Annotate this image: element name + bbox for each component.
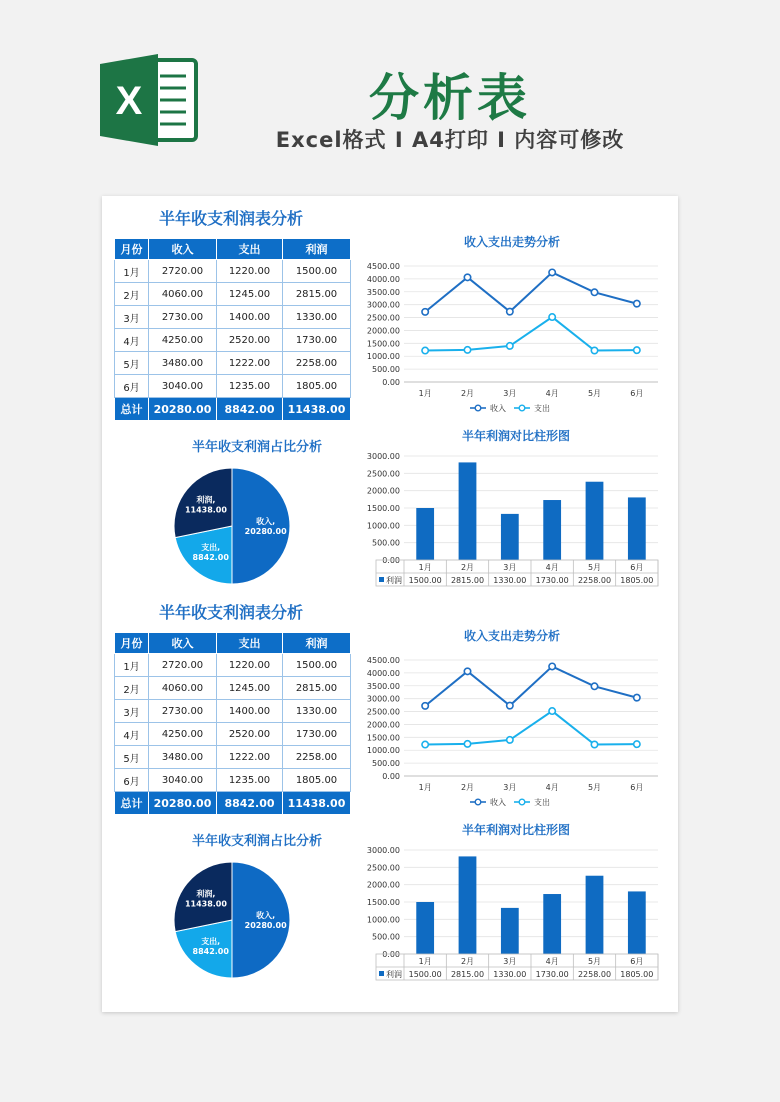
sheet-page	[102, 196, 678, 1012]
x-tick-label: 6月	[630, 957, 644, 966]
table-header-row	[115, 633, 351, 654]
data-label: 2258.00	[577, 970, 612, 979]
bar-chart-title: 半年利润对比柱形图	[461, 823, 571, 837]
legend-swatch	[379, 577, 384, 582]
y-tick-label: 3500.00	[366, 287, 400, 297]
y-tick-label: 2500.00	[366, 707, 400, 717]
table-row	[115, 746, 351, 769]
y-tick-label: 0.00	[382, 556, 400, 565]
table-cell: 1245.00	[217, 283, 283, 306]
excel-logo-icon	[100, 52, 200, 148]
table-cell: 1220.00	[217, 260, 283, 283]
data-point	[422, 703, 428, 709]
table-cell: 2258.00	[283, 352, 351, 375]
table-cell: 2月	[115, 677, 149, 700]
table-cell: 2730.00	[149, 306, 217, 329]
table-title: 半年收支利润表分析	[158, 603, 303, 622]
legend-marker	[519, 405, 525, 411]
pie-slice-income	[232, 862, 290, 978]
table-total-row	[115, 398, 351, 421]
data-point	[422, 347, 428, 353]
bar	[543, 894, 561, 954]
table-cell: 2730.00	[149, 700, 217, 723]
analysis-block-1	[102, 196, 678, 596]
x-tick-label: 4月	[545, 563, 559, 572]
data-label: 1730.00	[535, 970, 569, 979]
table-cell: 1235.00	[217, 769, 283, 792]
table-cell: 4250.00	[149, 329, 217, 352]
y-tick-label: 1500.00	[366, 733, 400, 743]
table-cell: 2720.00	[149, 654, 217, 677]
table-row	[115, 260, 351, 283]
line-chart-title: 收入支出走势分析	[463, 235, 561, 249]
data-point	[634, 741, 640, 747]
profit-table	[114, 632, 351, 815]
line-chart	[352, 232, 672, 420]
pie-slice-label: 收入, 20280.00	[244, 517, 287, 536]
y-tick-label: 500.00	[372, 932, 400, 942]
y-tick-label: 1000.00	[366, 352, 400, 362]
x-tick-label: 1月	[418, 783, 432, 792]
table-header-row	[115, 239, 351, 260]
pie-chart	[162, 462, 302, 586]
pie-chart-title: 半年收支利润占比分析	[191, 440, 322, 455]
total-cell: 8842.00	[217, 792, 283, 815]
data-point	[507, 737, 513, 743]
y-tick-label: 3000.00	[366, 300, 400, 310]
table-row	[115, 352, 351, 375]
table-cell: 1330.00	[283, 700, 351, 723]
line-chart-title: 收入支出走势分析	[463, 629, 561, 643]
header-cell: 月份	[115, 633, 149, 654]
table-cell: 1400.00	[217, 306, 283, 329]
table-row	[115, 329, 351, 352]
x-tick-label: 2月	[460, 957, 475, 966]
table-cell: 4060.00	[149, 283, 217, 306]
x-tick-label: 5月	[587, 389, 602, 398]
data-point	[591, 683, 597, 689]
line-chart	[352, 626, 672, 814]
x-tick-label: 4月	[545, 783, 559, 792]
x-tick-label: 2月	[460, 783, 475, 792]
data-label: 1330.00	[493, 576, 527, 585]
table-cell: 1730.00	[283, 723, 351, 746]
table-cell: 4月	[115, 329, 149, 352]
table-cell: 1220.00	[217, 654, 283, 677]
data-point	[549, 708, 555, 714]
header-cell: 利润	[283, 633, 351, 654]
table-cell: 2520.00	[217, 723, 283, 746]
bar	[416, 508, 434, 560]
table-cell: 1222.00	[217, 746, 283, 769]
y-tick-label: 4000.00	[366, 668, 400, 678]
table-cell: 1805.00	[283, 375, 351, 398]
table-cell: 3480.00	[149, 746, 217, 769]
y-tick-label: 2500.00	[366, 469, 400, 479]
data-label: 1805.00	[620, 970, 654, 979]
table-cell: 1330.00	[283, 306, 351, 329]
table-row	[115, 283, 351, 306]
total-cell: 总计	[115, 398, 149, 421]
y-tick-label: 500.00	[372, 759, 400, 769]
table-title: 半年收支利润表分析	[158, 209, 303, 228]
data-label: 2815.00	[450, 970, 485, 979]
pie-slice-label: 收入, 20280.00	[244, 911, 287, 930]
table-cell: 1222.00	[217, 352, 283, 375]
table-cell: 2月	[115, 283, 149, 306]
x-tick-label: 3月	[503, 389, 517, 398]
y-tick-label: 500.00	[372, 365, 400, 375]
table-cell: 1245.00	[217, 677, 283, 700]
profit-table	[114, 238, 351, 421]
x-tick-label: 1月	[418, 389, 432, 398]
x-tick-label: 5月	[587, 563, 602, 572]
legend-marker	[475, 799, 481, 805]
data-point	[507, 308, 513, 314]
data-label: 1500.00	[408, 576, 442, 585]
bar	[586, 876, 604, 954]
header-cell: 收入	[149, 239, 217, 260]
data-point	[634, 694, 640, 700]
table-cell: 2815.00	[283, 283, 351, 306]
legend-marker	[475, 405, 481, 411]
data-point	[464, 347, 470, 353]
y-tick-label: 1000.00	[366, 746, 400, 756]
table-row	[115, 677, 351, 700]
y-tick-label: 2500.00	[366, 863, 400, 873]
table-cell: 4060.00	[149, 677, 217, 700]
y-tick-label: 2000.00	[366, 486, 400, 496]
excel-logo-letter: X	[115, 79, 143, 123]
y-tick-label: 3000.00	[366, 846, 400, 855]
y-tick-label: 2000.00	[366, 720, 400, 730]
x-tick-label: 2月	[460, 563, 475, 572]
legend-marker	[519, 799, 525, 805]
y-tick-label: 0.00	[382, 772, 400, 781]
x-tick-label: 5月	[587, 957, 602, 966]
header-cell: 利润	[283, 239, 351, 260]
legend-label: 支出	[534, 798, 550, 807]
total-cell: 11438.00	[283, 792, 351, 815]
data-point	[464, 274, 470, 280]
bar	[501, 908, 519, 954]
legend-label: 利润	[386, 970, 402, 979]
bar	[416, 902, 434, 954]
legend-swatch	[379, 971, 384, 976]
table-cell: 3040.00	[149, 769, 217, 792]
table-cell: 2258.00	[283, 746, 351, 769]
x-tick-label: 4月	[545, 389, 559, 398]
bar	[459, 856, 477, 954]
bar	[586, 482, 604, 560]
total-cell: 总计	[115, 792, 149, 815]
table-cell: 4月	[115, 723, 149, 746]
y-tick-label: 1000.00	[366, 521, 400, 531]
y-tick-label: 2500.00	[366, 313, 400, 323]
y-tick-label: 3000.00	[366, 452, 400, 461]
x-tick-label: 6月	[630, 783, 644, 792]
legend-label: 支出	[534, 404, 550, 413]
header-cell: 收入	[149, 633, 217, 654]
table-cell: 3月	[115, 306, 149, 329]
data-point	[549, 314, 555, 320]
data-point	[634, 347, 640, 353]
y-tick-label: 4500.00	[366, 656, 400, 665]
x-tick-label: 3月	[503, 563, 517, 572]
y-tick-label: 3000.00	[366, 694, 400, 704]
total-cell: 20280.00	[149, 792, 217, 815]
pie-slice-label: 利润, 11438.00	[184, 889, 227, 909]
data-label: 1805.00	[620, 576, 654, 585]
header-cell: 月份	[115, 239, 149, 260]
bar	[501, 514, 519, 560]
table-cell: 4250.00	[149, 723, 217, 746]
bar	[459, 462, 477, 560]
data-label: 1730.00	[535, 576, 569, 585]
legend-label: 利润	[386, 576, 402, 585]
table-row	[115, 700, 351, 723]
data-point	[634, 300, 640, 306]
y-tick-label: 2000.00	[366, 880, 400, 890]
y-tick-label: 0.00	[382, 950, 400, 959]
y-tick-label: 500.00	[372, 538, 400, 548]
bar	[543, 500, 561, 560]
table-cell: 1805.00	[283, 769, 351, 792]
table-cell: 1月	[115, 654, 149, 677]
bar	[628, 891, 646, 954]
total-cell: 11438.00	[283, 398, 351, 421]
series-line-expense	[425, 317, 637, 351]
table-cell: 6月	[115, 769, 149, 792]
bar-chart	[352, 428, 672, 596]
legend-label: 收入	[490, 404, 506, 413]
pie-slice-label: 利润, 11438.00	[184, 495, 227, 515]
data-point	[549, 663, 555, 669]
y-tick-label: 0.00	[382, 378, 400, 387]
data-point	[422, 309, 428, 315]
y-tick-label: 1500.00	[366, 504, 400, 513]
x-tick-label: 3月	[503, 957, 517, 966]
table-row	[115, 375, 351, 398]
x-tick-label: 3月	[503, 783, 517, 792]
data-label: 1330.00	[493, 970, 527, 979]
table-row	[115, 769, 351, 792]
table-cell: 1730.00	[283, 329, 351, 352]
table-cell: 3月	[115, 700, 149, 723]
table-cell: 5月	[115, 352, 149, 375]
x-tick-label: 6月	[630, 389, 644, 398]
series-line-expense	[425, 711, 637, 745]
data-point	[422, 741, 428, 747]
y-tick-label: 2000.00	[366, 326, 400, 336]
data-point	[507, 343, 513, 349]
x-tick-label: 6月	[630, 563, 644, 572]
total-cell: 20280.00	[149, 398, 217, 421]
bar	[628, 497, 646, 560]
table-cell: 5月	[115, 746, 149, 769]
x-tick-label: 5月	[587, 783, 602, 792]
data-point	[507, 702, 513, 708]
data-point	[591, 741, 597, 747]
table-cell: 1235.00	[217, 375, 283, 398]
page-title: 分析表	[369, 69, 531, 127]
y-tick-label: 1500.00	[366, 898, 400, 907]
data-point	[464, 668, 470, 674]
pie-slice-income	[232, 468, 290, 584]
table-total-row	[115, 792, 351, 815]
legend-label: 收入	[490, 798, 506, 807]
page-subtitle: Excel格式 I A4打印 I 内容可修改	[275, 128, 625, 152]
table-cell: 1400.00	[217, 700, 283, 723]
y-tick-label: 4500.00	[366, 262, 400, 271]
table-cell: 6月	[115, 375, 149, 398]
table-cell: 2815.00	[283, 677, 351, 700]
y-tick-label: 1500.00	[366, 339, 400, 349]
pie-slice-label: 支出, 8842.00	[192, 937, 229, 957]
table-cell: 3040.00	[149, 375, 217, 398]
table-cell: 2520.00	[217, 329, 283, 352]
table-row	[115, 723, 351, 746]
header-cell: 支出	[217, 239, 283, 260]
analysis-block-2	[102, 590, 678, 990]
y-tick-label: 3500.00	[366, 681, 400, 691]
data-point	[549, 269, 555, 275]
header-cell: 支出	[217, 633, 283, 654]
y-tick-label: 4000.00	[366, 274, 400, 284]
table-cell: 1500.00	[283, 260, 351, 283]
data-point	[591, 289, 597, 295]
table-row	[115, 306, 351, 329]
pie-slice-label: 支出, 8842.00	[192, 543, 229, 563]
x-tick-label: 2月	[460, 389, 475, 398]
data-point	[591, 347, 597, 353]
total-cell: 8842.00	[217, 398, 283, 421]
bar-chart	[352, 822, 672, 990]
pie-chart	[162, 856, 302, 980]
x-tick-label: 1月	[418, 563, 432, 572]
bar-chart-title: 半年利润对比柱形图	[461, 429, 571, 443]
data-point	[464, 741, 470, 747]
table-cell: 2720.00	[149, 260, 217, 283]
table-cell: 1500.00	[283, 654, 351, 677]
pie-chart-title: 半年收支利润占比分析	[191, 834, 322, 849]
y-tick-label: 1000.00	[366, 915, 400, 925]
x-tick-label: 4月	[545, 957, 559, 966]
data-label: 2258.00	[577, 576, 612, 585]
data-label: 1500.00	[408, 970, 442, 979]
table-cell: 1月	[115, 260, 149, 283]
data-label: 2815.00	[450, 576, 485, 585]
page-header	[0, 0, 780, 190]
x-tick-label: 1月	[418, 957, 432, 966]
table-cell: 3480.00	[149, 352, 217, 375]
table-row	[115, 654, 351, 677]
